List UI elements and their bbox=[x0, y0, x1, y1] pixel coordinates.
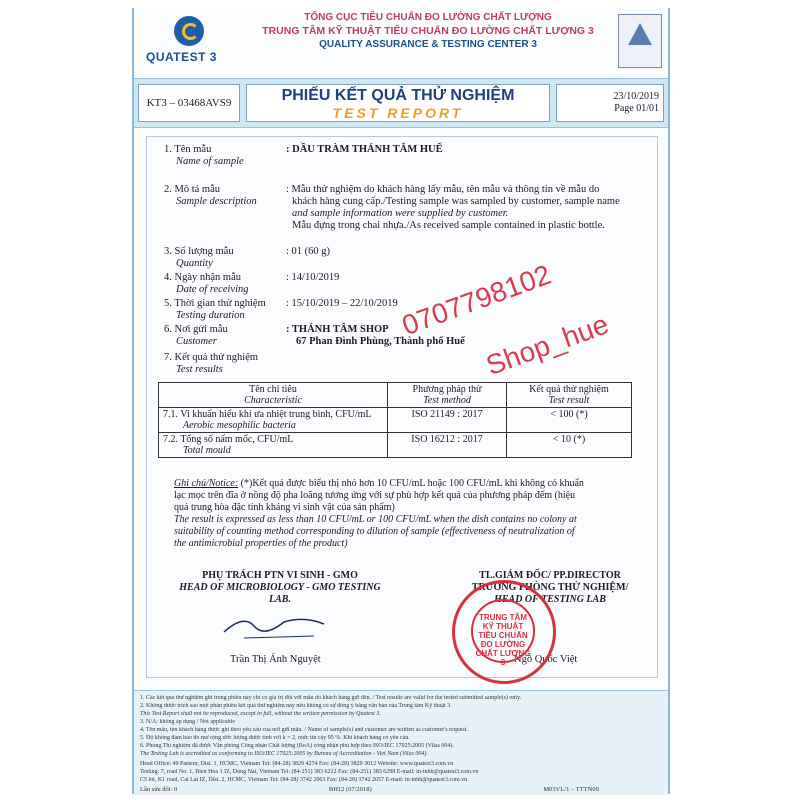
org-line-3: QUALITY ASSURANCE & TESTING CENTER 3 bbox=[319, 39, 537, 50]
table-row bbox=[159, 408, 632, 433]
field-7: 7. Kết quả thử nghiệm Test results bbox=[164, 352, 259, 375]
header-test-result: Kết quả thử nghiệm Test result bbox=[507, 383, 632, 408]
testing-duration-value: : 15/10/2019 – 22/10/2019 bbox=[286, 298, 398, 309]
field-5: 5. Thời gian thử nghiệm Testing duration bbox=[164, 298, 266, 321]
result-cell: < 100 (*) bbox=[507, 408, 632, 433]
date-received-value: : 14/10/2019 bbox=[286, 272, 340, 283]
field-3: 3. Số lượng mẫu Quantity bbox=[164, 246, 234, 269]
field-label-en: Name of sample bbox=[176, 156, 244, 167]
characteristic-cell: 7.2. Tổng số nấm mốc, CFU/mL Total mould bbox=[159, 433, 388, 458]
method-cell: ISO 16212 : 2017 bbox=[388, 433, 507, 458]
form-info: Lần sửa đổi: 0 BH12 (07/2018) M03VL/1 – TTTN09 bbox=[140, 786, 599, 793]
left-signature-icon bbox=[214, 604, 334, 644]
method-cell: ISO 21149 : 2017 bbox=[388, 408, 507, 433]
field-label-en: Sample description bbox=[176, 196, 257, 207]
watermark-phone: 0707798102 bbox=[398, 258, 555, 342]
org-line-2: TRUNG TÂM KỸ THUẬT TIÊU CHUẨN ĐO LƯỜNG CHẤT LƯỢNG 3 bbox=[262, 25, 594, 37]
header-org bbox=[238, 12, 618, 50]
field-6: 6. Nơi gửi mẫu Customer bbox=[164, 324, 228, 347]
report-date-box bbox=[556, 84, 664, 122]
org-line-1: TỔNG CỤC TIÊU CHUẨN ĐO LƯỜNG CHẤT LƯỢNG bbox=[304, 12, 552, 23]
field-2 bbox=[164, 184, 257, 208]
official-stamp-icon bbox=[452, 580, 556, 684]
field-num: 2. bbox=[164, 184, 172, 195]
results-header-row bbox=[159, 383, 632, 408]
certification-emblem-icon bbox=[618, 14, 662, 68]
report-paper bbox=[132, 8, 670, 794]
report-title-vn: PHIẾU KẾT QUẢ THỬ NGHIỆM bbox=[281, 87, 515, 104]
left-signatory-name: Trần Thị Ánh Nguyệt bbox=[230, 654, 321, 665]
field-1 bbox=[164, 144, 244, 168]
field-num: 1. bbox=[164, 144, 172, 155]
field-label-vn: Tên mẫu bbox=[174, 144, 212, 155]
footer-notes: 1. Các kết quả thử nghiệm ghi trong phiếu này chỉ có giá trị đối với mẫu do khách hàng gửi đến. / Test results are valid for the tested submitted sample(s) only. 2. Không được trích sao một phần phiếu kết quả thử nghiệm này nếu không có sự đồng ý bằng văn bản của Trung tâm Kỹ thuật 3. This Test Report shall not be reproduced, except in full, without the written permission by Quatest 3. 3. N/A: không áp dụng / Not applicable 4. Tên mẫu, tên khách hàng được ghi theo yêu cầu của nơi gửi mẫu. / Name of sample(s) and customer are written as customer's request. 5. Độ không đảm bảo đo mở rộng ước lượng được tính với k = 2, mức tin cậy 95 %. Khi khách hàng có yêu cầu. 6. Phòng Thí nghiệm đã được Văn phòng Công nhận Chất lượng (BoA) công nhận phù hợp theo ISO/IEC 17025:2005 (Vilas 004). The Testing Lab is accredited as conforming to ISO/IEC 17025:2005 by Bureau of Accreditation - Viet Nam (Vilas 004). Head Office: 49 Pasteur, Dist. 1, HCMC, Vietnam Tel: (84-28) 3829 4274 Fax: (84-28) 3829 3012 Website: www.quatest3.com.vn Testing: 7, road No. 1, Bien Hoa 1 IZ, Dong Nai, Vietnam Tel: (84-251) 383 6212 Fax: (84-251) 383 6298 E-mail: tn-tnhh@quatest3.com.vn C5 lot, K1 road, Cat Lai IZ, Dist. 2, HCMC, Vietnam Tel: (84-28) 3742 2063 Fax: (84-28) 3742 2057 E-mail: tn-tnhh@quatest3.com.vn Lần sửa đổi: 0 BH12 (07/2018) M03VL/1 – TTTN09 bbox=[134, 690, 668, 795]
report-page: Page 01/01 bbox=[614, 103, 659, 114]
header-test-method: Phương pháp thử Test method bbox=[388, 383, 507, 408]
logo-text: QUATEST 3 bbox=[146, 50, 217, 64]
field-4: 4. Ngày nhận mẫu Date of receiving bbox=[164, 272, 249, 295]
notice-label: Ghi chú/Notice: bbox=[174, 478, 239, 489]
result-cell: < 10 (*) bbox=[507, 433, 632, 458]
report-title-box bbox=[246, 84, 550, 122]
table-row bbox=[159, 433, 632, 458]
header-characteristic: Tên chỉ tiêu Characteristic bbox=[159, 383, 388, 408]
stamp-text: TRUNG TÂM KỸ THUẬT TIÊU CHUẨN ĐO LƯỜNG CHẤT LƯỢNG 3 bbox=[471, 599, 535, 663]
right-signature-title: TL.GIÁM ĐỐC/ PP.DIRECTOR TRƯỞNG PHÒNG THỬ NGHIỆM/ HEAD OF TESTING LAB bbox=[471, 570, 629, 605]
notice: Ghi chú/Notice: (*)Kết quả được biểu thị nhỏ hơn 10 CFU/mL hoặc 100 CFU/mL khi không có khuẩn lạc mọc trên đĩa ở nồng độ pha loãng tương ứng với sự phù hợp kết quả của phương pháp đếm (hiệu quả trung hòa đặc tính kháng vi sinh vật của sản phẩm) The result is expressed as less than 10 CFU/mL or 100 CFU/mL when the dish contains no colony at suitability of counting method corresponding to dilution of sample (effectiveness of neutralization of the antimicrobial properties of the product) bbox=[174, 478, 584, 549]
right-signatory-name: Ngô Quốc Việt bbox=[514, 654, 578, 665]
report-date: 23/10/2019 bbox=[613, 91, 659, 102]
watermark-shop: Shop_hue bbox=[482, 308, 613, 382]
report-code-box bbox=[138, 84, 240, 122]
sample-description: : Mẫu thử nghiệm do khách hàng lấy mẫu, tên mẫu và thông tin về mẫu do khách hàng cung cấp./Testing sample was sampled by customer, sample name and sample information were supplied by customer. Mẫu đựng trong chai nhựa./As received sample contained in plastic bottle. bbox=[286, 184, 620, 231]
quantity-value: : 01 (60 g) bbox=[286, 246, 331, 257]
report-title-en: TEST REPORT bbox=[332, 105, 464, 121]
quatest-logo bbox=[146, 14, 236, 76]
sample-name: : DẦU TRÀM THÁNH TÂM HUẾ bbox=[286, 144, 443, 155]
quatest-logo-icon bbox=[174, 16, 204, 46]
report-code: KT3 – 03468AVS9 bbox=[146, 97, 232, 109]
results-table bbox=[158, 382, 632, 458]
left-signature-title: PHỤ TRÁCH PTN VI SINH - GMO HEAD OF MICROBIOLOGY - GMO TESTING LAB. bbox=[179, 570, 381, 605]
customer-value: : THÁNH TÂM SHOP 67 Phan Đình Phùng, Thành phố Huế bbox=[286, 324, 465, 347]
title-band bbox=[134, 78, 668, 128]
field-label-vn: Mô tả mẫu bbox=[174, 184, 220, 195]
characteristic-cell: 7.1. Vi khuẩn hiếu khí ưa nhiệt trung bình, CFU/mL Aerobic mesophilic bacteria bbox=[159, 408, 388, 433]
